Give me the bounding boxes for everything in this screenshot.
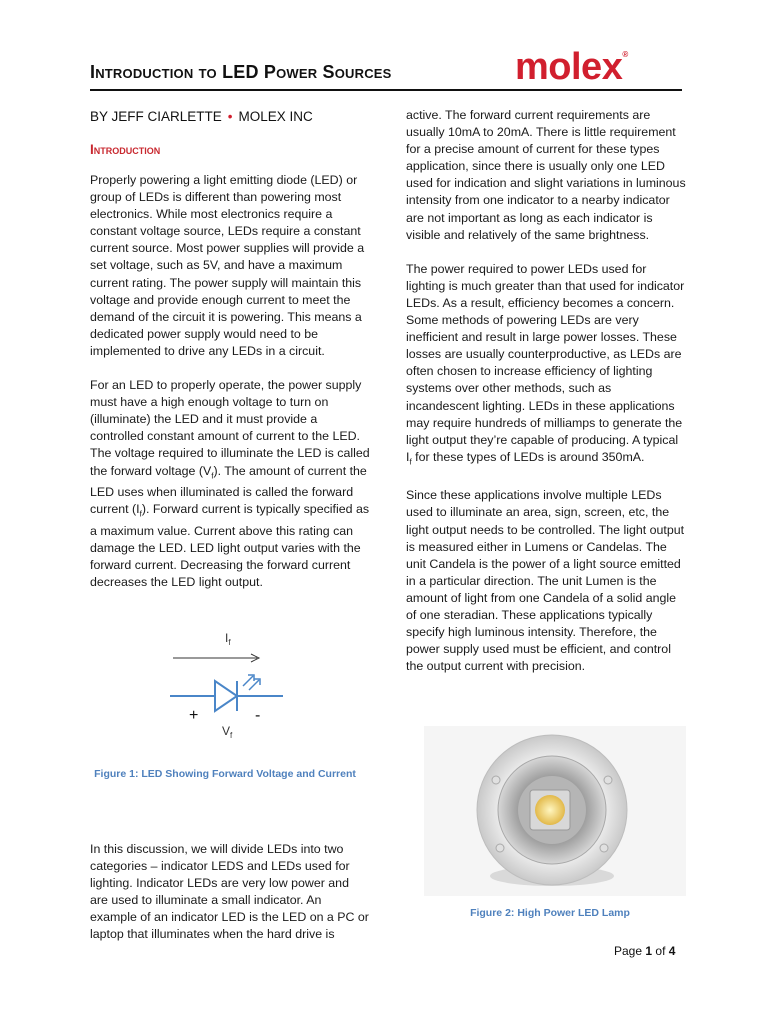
light-ray [249,680,259,690]
author: BY JEFF CIARLETTE [90,109,222,124]
left-column [90,172,370,608]
byline [90,109,313,124]
document-title: Introduction to LED Power Sources [90,62,392,82]
figure1-caption: Figure 1: LED Showing Forward Voltage and Current [94,768,356,780]
voltage-label: $V_f$ [222,724,233,740]
left-column-continued [90,841,370,961]
molex-logo: molex® [515,46,628,88]
led-lamp-image [424,726,686,896]
company: MOLEX INC [238,109,313,124]
diode-symbol [215,681,237,711]
header-rule [90,89,682,91]
minus-sign: - [255,707,261,724]
light-ray [243,676,253,686]
paragraph: Since these applications involve multiple LEDs used to illuminate an area, sign, screen, etc, the light output needs to be controlled. The light output is measured either in Lumens or Candelas. The unit Candela is the power of a light source emitted in a particular direction. The unit Lumen is the amount of light from one Candela of a solid angle of one steradian. These applications typically specify high luminous intensity. Therefore, the power supply used must be efficient, and control the output current with precision. [406,488,685,674]
current-label: $I_f$ [225,631,231,647]
led-diagram [165,628,295,743]
right-column [406,107,686,692]
byline-separator: • [227,109,233,124]
paragraph: Properly powering a light emitting diode (LED) or group of LEDs is different than powering most electronics. While most electronics require a constant voltage source, LEDs require a constant current source. Most power supplies will provide a set voltage, such as 5V, and have a maximum current rating. The power supply will maintain this voltage and provide enough current to meet the demand of the circuit it is powering. This means a dedicated power supply would need to be implemented to drive any LEDs in a circuit. [90,173,365,358]
plus-sign: + [189,707,199,724]
paragraph: active. The forward current requirements are usually 10mA to 20mA. There is little requirement for a precise amount of current for these types application, since there is usually only one LED used for indication and slight variations in luminous intensity from one indicator to a nearby indicator are not important as long as each indicator is visible and relatively of the same brightness. [406,108,686,242]
paragraph: The power required to power LEDs used for lighting is much greater than that used for indicator LEDs. As a result, efficiency becomes a concern. Some methods of powering LEDs are very inefficient and result in large power losses. These losses are usually counterproductive, as LEDs are often chosen to increase efficiency of lighting systems over other methods, such as incandescent lighting. LEDs in these applications may require hundreds of milliamps to generate the light output they’re capable of producing. A typical $I_f$ for these types of LEDs is around 350mA. [406,261,685,467]
paragraph: For an LED to properly operate, the power supply must have a high enough voltage to turn on (illuminate) the LED and it must provide a controlled constant amount of current to the LED. The voltage required to illuminate the LED is called the forward voltage $(V_f)$. The amount of current the LED uses when illuminated is called the forward current $(I_f)$. Forward current is typically specified as a maximum value. Current above this rating can damage the LED. LED light output varies with the forward current. Decreasing the forward current decreases the LED light output. [90,378,370,589]
figure2-caption: Figure 2: High Power LED Lamp [470,907,630,919]
paragraph: In this discussion, we will divide LEDs into two categories – indicator LEDS and LEDs used for lighting. Indicator LEDs are very low power and are used to illuminate a small indicator. An example of an indicator LED is the LED on a PC or laptop that illuminates when the hard drive is [90,842,369,942]
page-number: Page 1 of 4 [614,944,676,958]
section-heading: Introduction [90,142,161,157]
